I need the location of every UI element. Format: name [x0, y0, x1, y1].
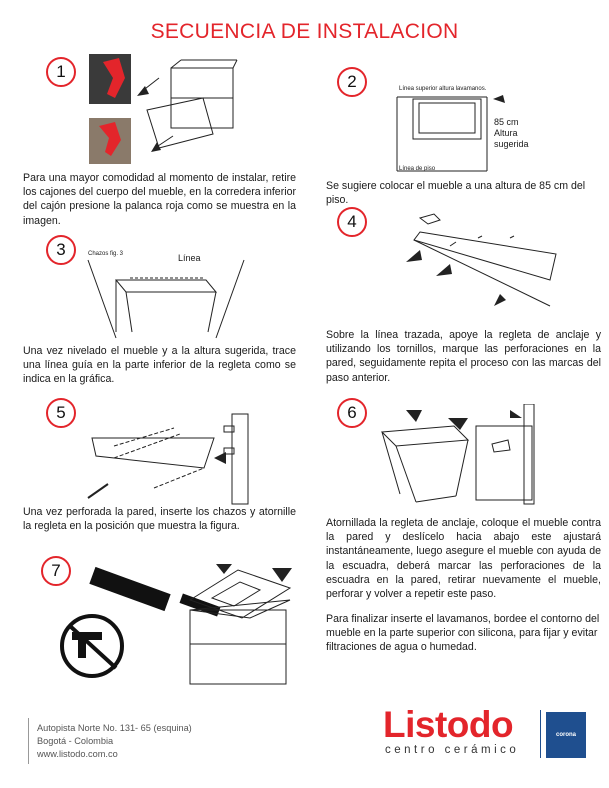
step-6-text: Atornillada la regleta de anclaje, coloque el mueble contra la pared y deslícelo hacia abajo este ajustará instantáneamente, luego asegure el mueble con ayuda de la escuadra, deberá marcar las perforaciones de la escuadra en la pared, retirar nuevamente el mueble, perforar y volver a repetir este paso. — [326, 517, 601, 601]
step-4-figure — [400, 210, 570, 310]
brand-logo-word: Listodo — [383, 704, 514, 745]
footer-address-line-1: Autopista Norte No. 131- 65 (esquina) — [37, 723, 192, 733]
step-6-figure — [376, 404, 556, 510]
logo-divider — [540, 710, 541, 758]
step-1-figure — [85, 48, 240, 168]
page-title: SECUENCIA DE INSTALACION — [150, 20, 459, 43]
step-7-text: Para finalizar inserte el lavamanos, bordee el contorno del mueble en la parte superior con silicona, para fijar y evitar filtraciones de agua o humedad. — [326, 613, 600, 654]
step-4-number: 4 — [337, 207, 367, 237]
step-2-height-label-2: Altura — [494, 128, 518, 138]
step-2-number: 2 — [337, 67, 367, 97]
step-3-text: Una vez nivelado el mueble y a la altura sugerida, trace una línea guía en la parte inferior de la regleta como se indica en la gráfica. — [23, 345, 296, 386]
step-3-figure — [86, 258, 246, 340]
footer-website[interactable]: www.listodo.com.co — [37, 749, 118, 759]
footer-address-line-2: Bogotá - Colombia — [37, 736, 114, 746]
step-3-corner-label: Chazos fig. 3 — [88, 251, 124, 257]
step-5-number: 5 — [46, 398, 76, 428]
step-3-number: 3 — [46, 235, 76, 265]
step-3-line-label: Línea — [178, 253, 201, 263]
step-1-text: Para una mayor comodidad al momento de instalar, retire los cajones del cuerpo del mueble, en la corredera inferior del cajón presione la palanca roja como se muestra en la imagen. — [23, 172, 296, 227]
step-5-figure — [84, 408, 254, 508]
step-2-text: Se sugiere colocar el mueble a una altura de 85 cm del piso. — [326, 180, 586, 207]
step-7-figure — [50, 560, 300, 690]
step-5-text: Una vez perforada la pared, inserte los chazos y atornille la regleta en la posición que muestra la figura. — [23, 506, 296, 533]
corona-badge: corona — [546, 712, 586, 758]
step-1-number: 1 — [46, 57, 76, 87]
step-2-figure — [395, 93, 510, 173]
step-4-text: Sobre la línea trazada, apoye la regleta de anclaje y utilizando los tornillos, marque las perforaciones en la pared, seguidamente repita el proceso con las marcas del paso anterior. — [326, 329, 601, 384]
step-2-height-label-1: 85 cm — [494, 117, 519, 127]
step-2-height-label-3: sugerida — [494, 139, 529, 149]
step-7-number: 7 — [41, 556, 71, 586]
step-6-number: 6 — [337, 398, 367, 428]
brand-logo-subtitle: centro cerámico — [385, 744, 520, 756]
step-2-top-label: Línea superior altura lavamanos. — [399, 86, 487, 92]
step-2-floor-label: Línea de piso — [399, 166, 436, 172]
footer-divider — [28, 718, 29, 764]
